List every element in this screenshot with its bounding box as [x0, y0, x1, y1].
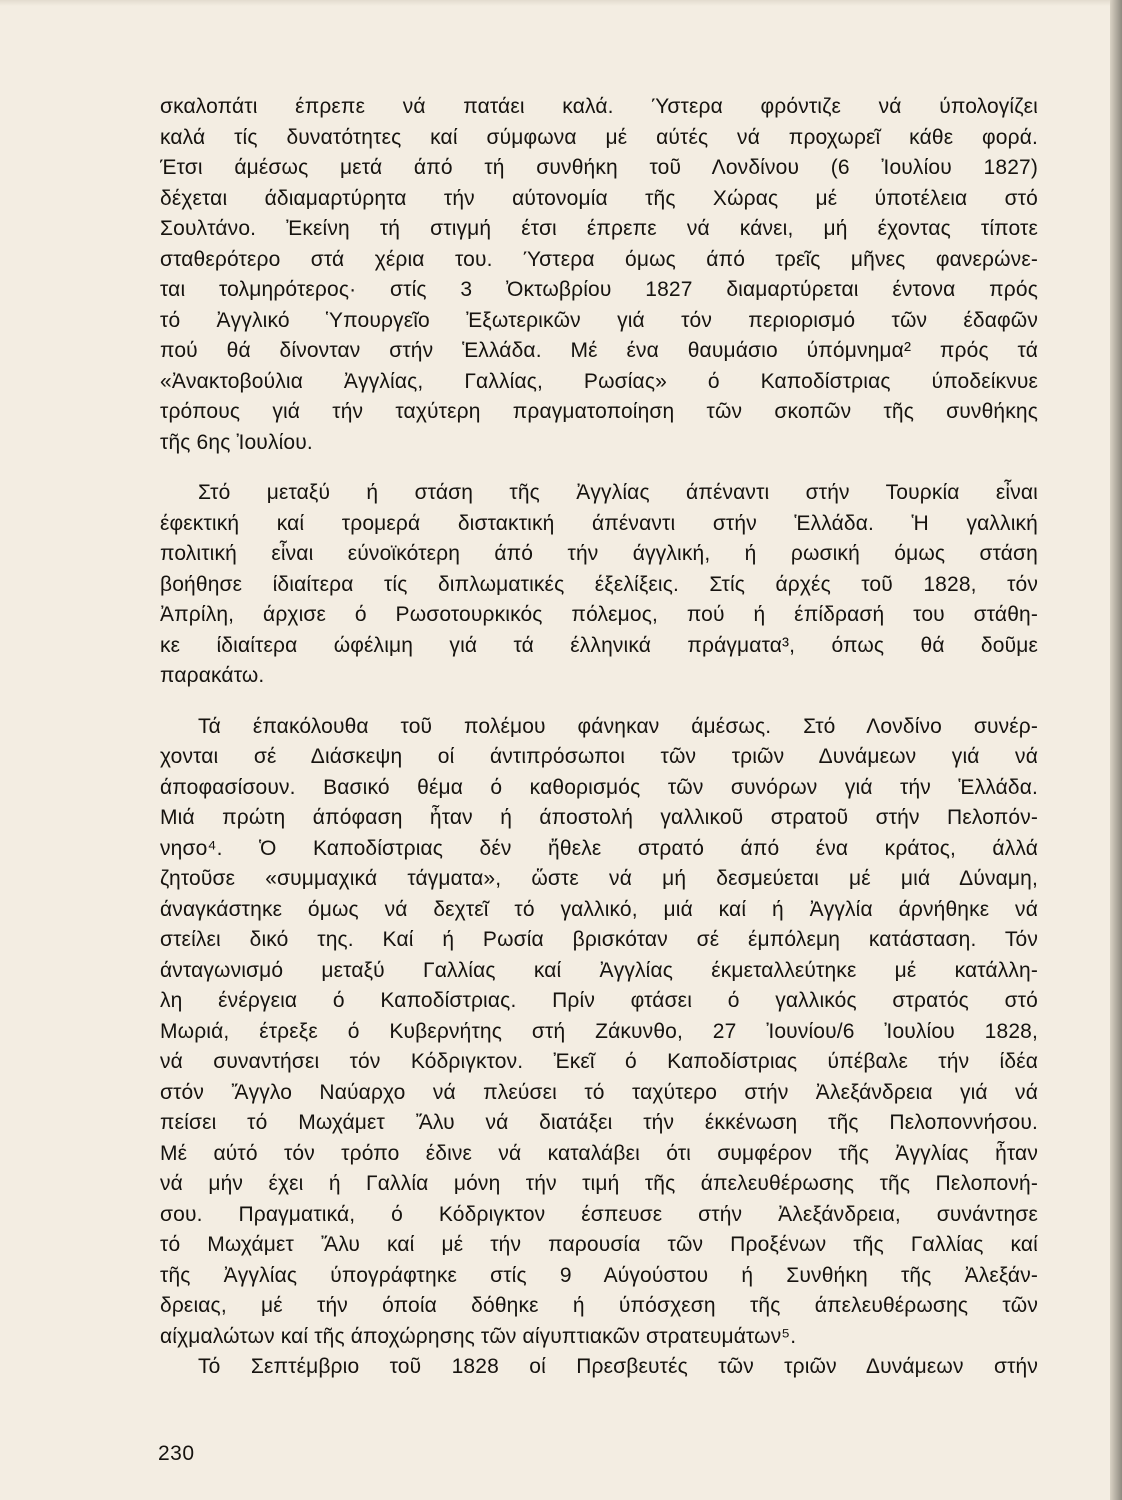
text-line: καλά τίς δυνατότητες καί σύμφωνα μέ αύτές νά προχωρεῖ κάθε φορά.: [160, 125, 1038, 149]
text-line: Μέ αύτό τόν τρόπο έδινε νά καταλάβει ότι συμφέρον τῆς Ἀγγλίας ἦταν: [160, 1141, 1038, 1165]
text-line: Μωριά, έτρεξε ό Κυβερνήτης στή Ζάκυνθο, 27 Ἰουνίου/6 Ἰουλίου 1828,: [160, 1019, 1038, 1043]
text-line: βοήθησε ίδιαίτερα τίς διπλωματικές έξελίξεις. Στίς άρχές τοῦ 1828, τόν: [160, 572, 1038, 596]
text-line: παρακάτω.: [160, 664, 265, 687]
text-line: αίχμαλώτων καί τῆς άποχώρησης τῶν αίγυπτιακῶν στρατευμάτων⁵.: [160, 1324, 797, 1348]
text-line: πού θά δίνονταν στήν Ἑλλάδα. Μέ ένα θαυμάσιο ύπόμνημα² πρός τά: [160, 339, 1038, 362]
text-line: Τά έπακόλουθα τοῦ πολέμου φάνηκαν άμέσως. Στό Λονδίνο συνέρ-: [198, 714, 1038, 738]
text-line: «Ἀνακτοβούλια Ἀγγλίας, Γαλλίας, Ρωσίας» ό Καποδίστριας ύποδείκνυε: [160, 369, 1038, 393]
text-line: Στό μεταξύ ή στάση τῆς Ἀγγλίας άπέναντι στήν Τουρκία εἶναι: [198, 481, 1038, 504]
text-line: σταθερότερο στά χέρια του. Ύστερα όμως άπό τρεῖς μῆνες φανερώνε-: [160, 247, 1038, 271]
text-line: Τό Σεπτέμβριο τοῦ 1828 οί Πρεσβευτές τῶν τριῶν Δυνάμεων στήν: [198, 1355, 1038, 1378]
text-line: άποφασίσουν. Βασικό θέμα ό καθορισμός τῶν συνόρων γιά τήν Ἑλλάδα.: [160, 775, 1038, 799]
paragraph-gap: [160, 692, 1038, 712]
text-line: τό Ἀγγλικό Ὑπουργεῖο Ἐξωτερικῶν γιά τόν περιορισμό τῶν έδαφῶν: [160, 308, 1038, 332]
paragraph-1: [160, 92, 1038, 458]
text-line: Ἀπρίλη, άρχισε ό Ρωσοτουρκικός πόλεμος, πού ή έπίδρασή του στάθη-: [160, 603, 1038, 626]
text-line: κε ίδιαίτερα ώφέλιμη γιά τά έλληνικά πράγματα³, όπως θά δοῦμε: [160, 633, 1038, 657]
text-line: στόν Ἄγγλο Ναύαρχο νά πλεύσει τό ταχύτερο στήν Ἀλεξάνδρεια γιά νά: [160, 1080, 1038, 1104]
text-line: τῆς 6ης Ἰουλίου.: [160, 430, 313, 454]
text-line: νά μήν έχει ή Γαλλία μόνη τήν τιμή τῆς άπελευθέρωσης τῆς Πελοπονή-: [160, 1172, 1038, 1195]
text-line: τῆς Ἀγγλίας ύπογράφτηκε στίς 9 Αύγούστου ή Συνθήκη τῆς Ἀλεξάν-: [160, 1263, 1038, 1287]
text-line: ζητοῦσε «συμμαχικά τάγματα», ὥστε νά μή δεσμεύεται μέ μιά Δύναμη,: [160, 867, 1038, 890]
text-line: λη ένέργεια ό Καποδίστριας. Πρίν φτάσει ό γαλλικός στρατός στό: [160, 989, 1038, 1012]
text-line: τρόπους γιά τήν ταχύτερη πραγματοποίηση τῶν σκοπῶν τῆς συνθήκης: [160, 400, 1038, 423]
text-line: δρειας, μέ τήν όποία δόθηκε ή ύπόσχεση τῆς άπελευθέρωσης τῶν: [160, 1294, 1038, 1317]
text-line: Σουλτάνο. Ἐκείνη τή στιγμή έτσι έπρεπε νά κάνει, μή έχοντας τίποτε: [160, 217, 1038, 240]
scan-shadow-top: [0, 0, 1110, 6]
text-line: δέχεται άδιαμαρτύρητα τήν αύτονομία τῆς Χώρας μέ ύποτέλεια στό: [160, 186, 1038, 210]
text-line: Μιά πρώτη άπόφαση ἦταν ή άποστολή γαλλικοῦ στρατοῦ στήν Πελοπόν-: [160, 806, 1038, 829]
text-line: νά συναντήσει τόν Κόδριγκτον. Ἐκεῖ ό Καποδίστριας ύπέβαλε τήν ίδέα: [160, 1050, 1038, 1073]
text-line: πολιτική εἶναι εύνοϊκότερη άπό τήν άγγλική, ή ρωσική όμως στάση: [160, 542, 1038, 565]
paragraph-gap: [160, 458, 1038, 478]
paragraph-3: [160, 712, 1038, 1353]
text-line: τό Μωχάμετ Ἄλυ καί μέ τήν παρουσία τῶν Προξένων τῆς Γαλλίας καί: [160, 1233, 1038, 1256]
scan-page-edge: [1110, 0, 1122, 1500]
text-line: Έτσι άμέσως μετά άπό τή συνθήκη τοῦ Λονδίνου (6 Ἰουλίου 1827): [160, 156, 1038, 179]
paragraph-2: [160, 478, 1038, 692]
text-line: άνταγωνισμό μεταξύ Γαλλίας καί Ἀγγλίας έκμεταλλεύτηκε μέ κατάλλη-: [160, 958, 1038, 982]
page-body: [160, 92, 1038, 1383]
text-line: ται τολμηρότερος· στίς 3 Ὀκτωβρίου 1827 διαμαρτύρεται έντονα πρός: [160, 278, 1038, 301]
text-line: νησο⁴. Ὁ Καποδίστριας δέν ἤθελε στρατό άπό ένα κράτος, άλλά: [160, 836, 1038, 860]
page-number: 230: [158, 1442, 195, 1465]
text-line: έφεκτική καί τρομερά διστακτική άπέναντι στήν Ἑλλάδα. Ἡ γαλλική: [160, 511, 1038, 535]
text-line: άναγκάστηκε όμως νά δεχτεῖ τό γαλλικό, μιά καί ή Ἀγγλία άρνήθηκε νά: [160, 897, 1038, 921]
text-line: χονται σέ Διάσκεψη οί άντιπρόσωποι τῶν τριῶν Δυνάμεων γιά νά: [160, 745, 1038, 768]
text-line: στείλει δικό της. Καί ή Ρωσία βρισκόταν σέ έμπόλεμη κατάσταση. Τόν: [160, 928, 1038, 951]
text-line: πείσει τό Μωχάμετ Ἄλυ νά διατάξει τήν έκκένωση τῆς Πελοποννήσου.: [160, 1111, 1038, 1134]
paragraph-4: [160, 1352, 1038, 1383]
text-line: σου. Πραγματικά, ό Κόδριγκτον έσπευσε στήν Ἀλεξάνδρεια, συνάντησε: [160, 1202, 1038, 1226]
text-line: σκαλοπάτι έπρεπε νά πατάει καλά. Ύστερα φρόντιζε νά ύπολογίζει: [160, 95, 1038, 118]
